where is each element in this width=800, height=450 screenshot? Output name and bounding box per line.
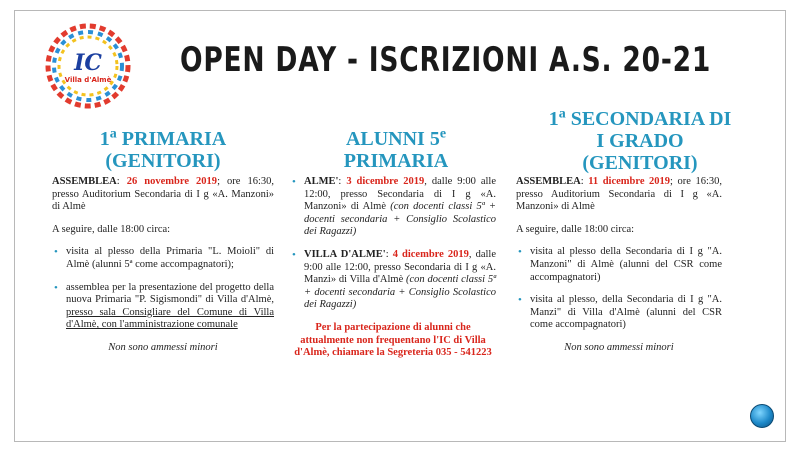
- col3-note: Non sono ammessi minori: [564, 341, 674, 353]
- col1-followup: A seguire, dalle 18:00 circa:: [52, 223, 171, 235]
- logo-text: IC: [74, 50, 102, 76]
- col2-body: [290, 176, 496, 360]
- col3-body: [516, 176, 722, 365]
- col1-item-1: • visita al plesso della Primaria "L. Moioli" di Almè (alunni 5ª come accompagnatori);: [52, 246, 274, 271]
- col3-heading: 1$^a$ SECONDARIA DI I GRADO (GENITORI): [548, 106, 732, 174]
- logo-subtext: Villa d'Almè: [64, 76, 112, 84]
- school-logo: [44, 22, 132, 110]
- col2-item-alme: • ALME': 3 dicembre 2019, dalle 9:00 alle 12:00, presso Secondaria di I g «A. Manzoni» di Almè (con docenti classi 5ª + docenti secondaria + Consiglio Scolastico dei Ragazzi): [290, 176, 496, 239]
- col3-item-2: • visita al plesso, della Secondaria di I g "A. Manzi" di Villa d'Almè (alunni del CSR come accompagnatori): [516, 294, 722, 332]
- col2-item-villa: • VILLA D'ALME': 4 dicembre 2019, dalle 9:00 alle 12:00, presso Secondaria di I g «A. Manzi» di Villa d'Almè (con docenti classi 5ª + docenti secondaria + Consiglio Scolastico dei Ragazzi): [290, 249, 496, 312]
- col2-heading: ALUNNI 5e PRIMARIA: [343, 126, 449, 172]
- col1-assembly: ASSEMBLEA: 26 novembre 2019; ore 16:30, presso Auditorium Secondaria di I g «A. Manzoni» di Almè: [52, 176, 275, 213]
- slide-nav-button[interactable]: [750, 404, 774, 428]
- col1-body: [52, 176, 274, 365]
- page-title: OPEN DAY - ISCRIZIONI A.S. 20-21: [180, 40, 712, 80]
- col3-item-1: • visita al plesso della Secondaria di I g "A. Manzoni" di Almè (alunni del CSR come accompagnatori): [516, 246, 722, 284]
- col1-heading: 1$^a$ PRIMARIA (GENITORI): [99, 126, 227, 172]
- col3-followup: A seguire, dalle 18:00 circa:: [516, 223, 635, 235]
- col1-note: Non sono ammessi minori: [108, 341, 218, 353]
- col1-item-2: • assemblea per la presentazione del progetto della nuova Primaria "P. Sigismondi" di Villa d'Almè, presso sala Consigliare del Comune di Villa d'Almè, con l'amministrazione comunale: [52, 282, 274, 332]
- col3-assembly: ASSEMBLEA: 11 dicembre 2019; ore 16:30, presso Auditorium Secondaria di I g «A. Manzoni» di Almè: [516, 176, 722, 213]
- col2-notice: Per la partecipazione di alunni che attualmente non frequentano l'IC di Villa d'Almè, chiamare la Segreteria 035 - 541223: [294, 321, 492, 359]
